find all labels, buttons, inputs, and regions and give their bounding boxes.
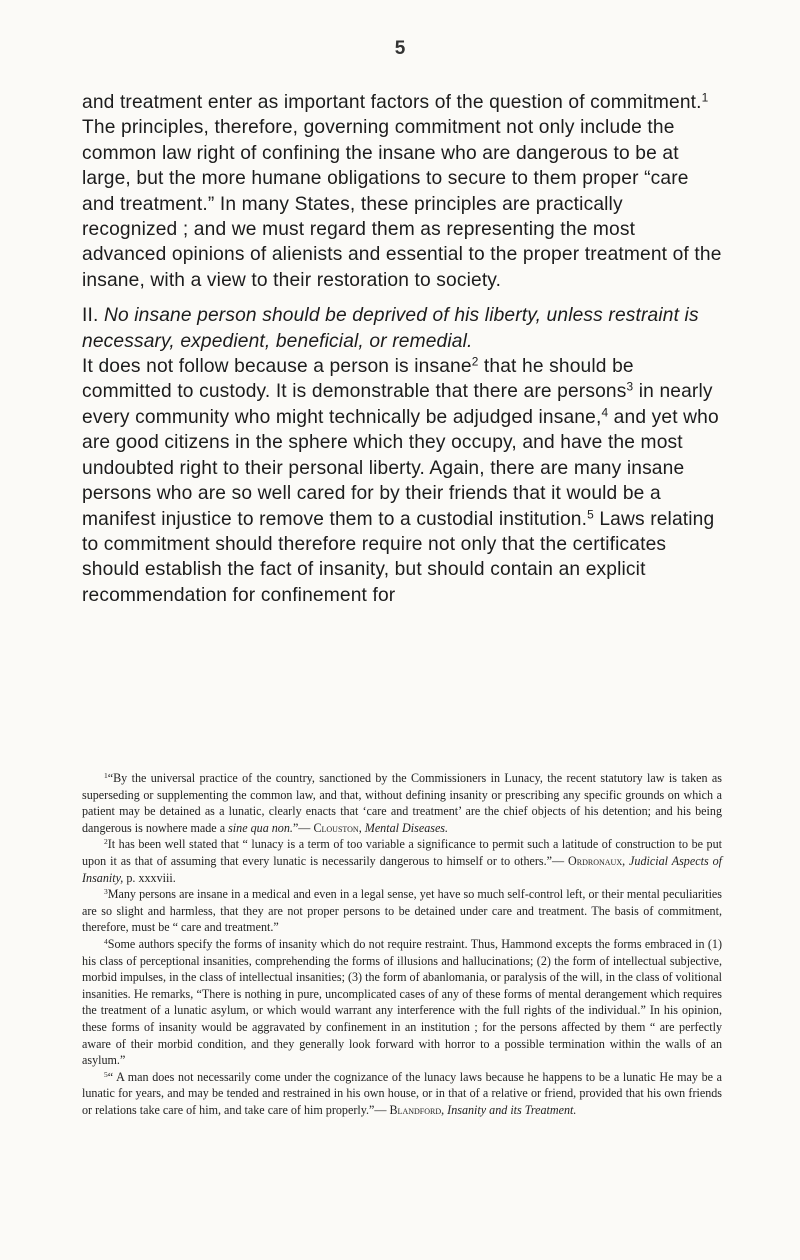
page-number: 5: [394, 38, 406, 59]
section-principle: No insane person should be deprived of his liberty, unless restraint is necessary, expedient, beneficial, or remedial.: [82, 305, 699, 352]
footnote-3: $^3$Many persons are insane in a medical and even in a legal sense, yet have so much self-control left, or their mental peculiarities are so slight and harmless, that they are not proper persons to be detained under care and treatment. The basis of commitment, therefore, must be “ care and treatment.”: [82, 887, 722, 935]
paragraph-3: It does not follow because a person is insane$^2$ that he should be committed to custody. It is demonstrable that there are persons$^3$ in nearly every community who might technically be adjudged insane,$^4$ and yet who are good citizens in the sphere which they occupy, and have the most undoubted right to their personal liberty. Again, there are many insane persons who are so well cared for by their friends that it would be a manifest injustice to remove them to a custodial institution.$^5$ Laws relating to commitment should therefore require not only that the certificates should establish the fact of insanity, but should contain an explicit recommendation for confinement for: [82, 354, 719, 606]
footnote-ref-1: 1: [701, 90, 709, 105]
footnote-5: $^5$“ A man does not necessarily come under the cognizance of the lunacy laws because he happens to be a lunatic He may be a lunatic for years, and may be tended and restrained in his own house, or in that of a relative or friend, provided that his own friends or relations take care of him, and take care of him properly.”— Blandford, Insanity and its Treatment.: [82, 1069, 722, 1117]
footnote-ref-2: 2: [471, 354, 479, 369]
paragraph-1: and treatment enter as important factors of the question of commitment.$^1$: [82, 90, 709, 113]
paragraph-2: The principles, therefore, governing commitment not only include the common law right of confining the insane who are dangerous to be at large, but the more humane obligations to secure to them proper “care and treatment.” In many States, these principles are practically recognized ; and we must regard them as representing the most advanced opinions of alienists and essential to the proper treatment of the insane, with a view to their restoration to society.: [82, 117, 722, 291]
footnote-4: $^4$Some authors specify the forms of insanity which do not require restraint. Thus, Hammond excepts the forms embraced in (1) his class of perceptional insanities, comprehending the forms of illusions and hallucinations; (2) the form of intellectual subjective, morbid impulses, in the class of intellectual insanities; (3) the form of abanlomania, or paralysis of the will, in the class of volitional insanities. He remarks, “There is nothing in pure, uncomplicated cases of any of these forms of mental derangement which requires the treatment of a lunatic asylum, or which would warrant any interference with the full rights of the individual.” In his opinion, these forms of insanity would be aggravated by confinement in an institution ; for the persons affected by them “ are perfectly aware of their morbid condition, and they generally look forward with horror to a possible termination within the walls of an asylum.”: [82, 936, 722, 1068]
footnote-ref-5: 5: [587, 506, 594, 521]
footnotes: [82, 770, 722, 1118]
footnote-ref-3: 3: [626, 379, 634, 394]
footnote-2: $^2$It has been well stated that “ lunacy is a term of too variable a significance to permit such a latitude of construction to be put upon it as that of assuming that every lunatic is necessarily dangerous to himself or to others.”— Ordronaux, Judicial Aspects of Insanity, p. xxxviii.: [82, 837, 722, 885]
main-text: [82, 90, 722, 608]
section-number: II.: [82, 305, 99, 327]
footnote-ref-4: 4: [601, 405, 609, 420]
section-heading: [82, 303, 722, 354]
footnote-1: $^1$“By the universal practice of the country, sanctioned by the Commissioners in Lunacy, the recent statutory law is taken as superseding or supplementing the common law, and that, without defining insanity or prescribing any specific grounds on which a patient may be detained as a lunatic, clearly enacts that ‘care and treatment’ are the chief objects of his detention; and his being dangerous is nowhere made a sine qua non.”— Clouston, Mental Diseases.: [82, 770, 722, 835]
